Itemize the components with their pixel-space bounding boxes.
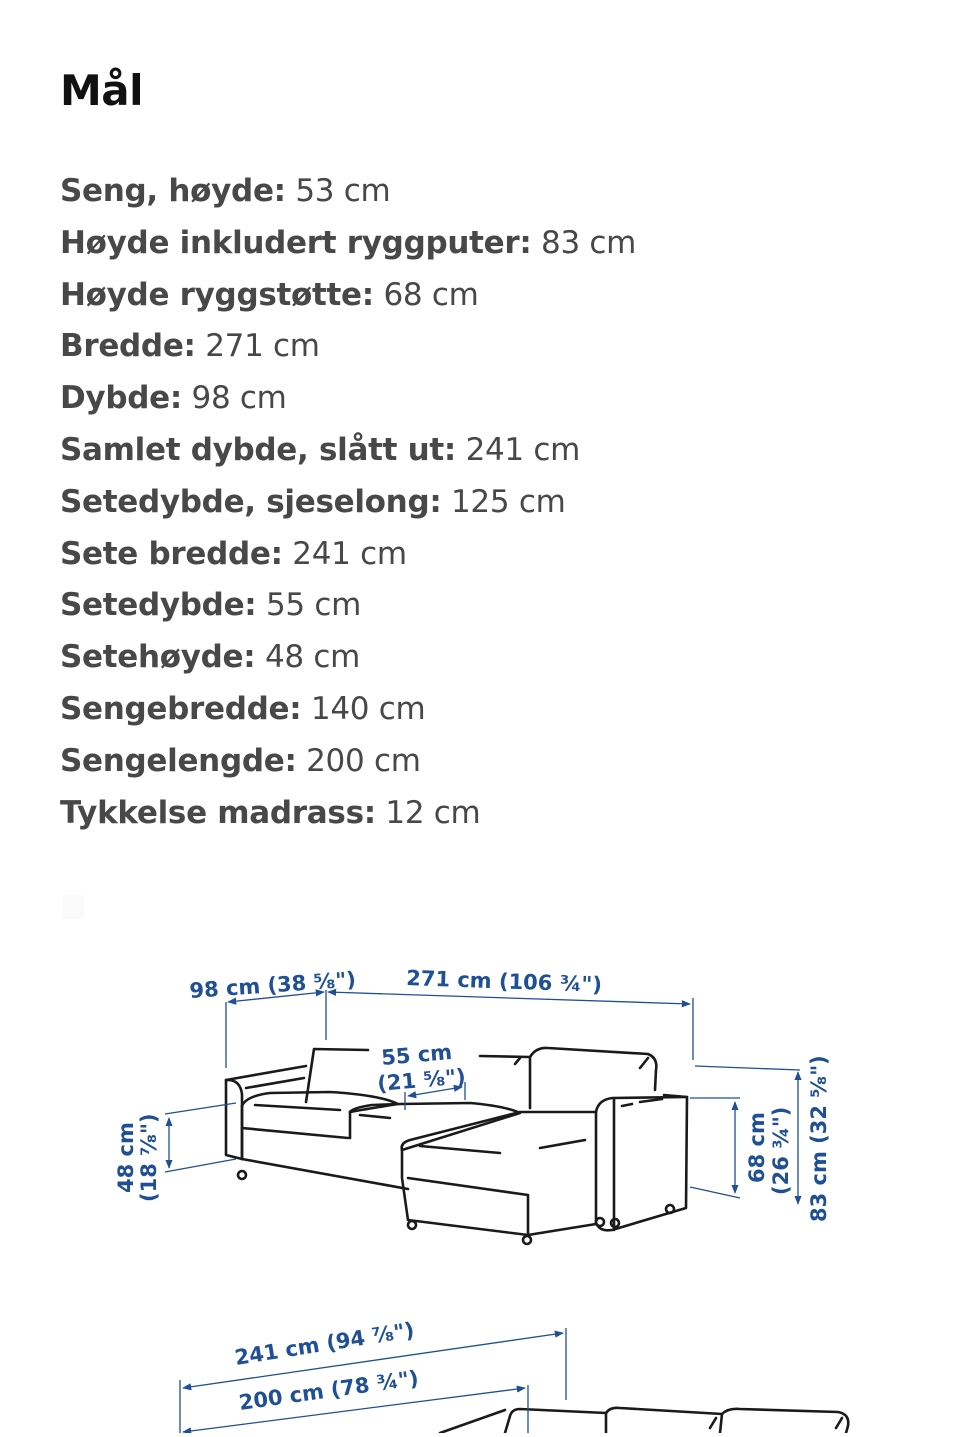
- image-placeholder: [62, 895, 84, 919]
- page-title: Mål: [60, 66, 144, 115]
- dimension-value: 125 cm: [451, 483, 566, 520]
- dimension-list: [60, 166, 636, 839]
- dimension-item: [60, 736, 636, 788]
- dimension-item: [60, 529, 636, 581]
- dimension-lines: [165, 990, 800, 1204]
- dimension-value: 200 cm: [306, 742, 421, 779]
- seat-height-cm-label: 48 cm: [114, 1122, 138, 1193]
- depth-label: 98 cm (38 ⁵⁄₈"): [188, 967, 357, 1003]
- sofa-diagram-illustration: [0, 940, 960, 1433]
- dimension-value: 68 cm: [383, 276, 479, 313]
- total-depth-unfolded-label: 241 cm (94 ⁷⁄₈"): [233, 1317, 416, 1370]
- dimension-label: Bredde:: [60, 328, 196, 365]
- dimension-label: Setedybde, sjeselong:: [60, 483, 442, 520]
- dimension-item: [60, 632, 636, 684]
- close-icon: [868, 0, 912, 16]
- back-height-in-label: (26 ¾"): [769, 1106, 793, 1195]
- dimension-label: Tykkelse madrass:: [60, 794, 376, 831]
- dimension-label: Samlet dybde, slått ut:: [60, 431, 456, 468]
- width-label: 271 cm (106 ¾"): [405, 966, 603, 997]
- dimension-labels: [114, 966, 831, 1222]
- dimension-label: Sengebredde:: [60, 690, 302, 727]
- dimension-label: Seng, høyde:: [60, 173, 286, 209]
- dimension-value: 241 cm: [292, 535, 407, 572]
- dimension-value: 48 cm: [264, 639, 360, 676]
- dimension-value: 98 cm: [191, 380, 287, 417]
- dimension-value: 53 cm: [295, 173, 391, 209]
- dimension-item: [60, 218, 636, 270]
- dimension-value: 55 cm: [265, 587, 362, 624]
- unfolded-bed-drawing: [440, 1408, 848, 1433]
- dimension-item: [60, 684, 636, 736]
- back-height-cm-label: 68 cm: [745, 1112, 769, 1183]
- dimension-value: 271 cm: [205, 328, 320, 365]
- dimension-label: Setedybde:: [60, 587, 257, 624]
- dimension-diagram: [0, 940, 960, 1433]
- dimension-value: 12 cm: [385, 794, 481, 831]
- dimension-value: 83 cm: [541, 224, 637, 261]
- dimension-item: [60, 166, 636, 218]
- seat-depth-in-label: (21 ⁵⁄₈"): [376, 1064, 467, 1096]
- total-height-label: 83 cm (32 ⁵⁄₈"): [807, 1055, 831, 1222]
- dimension-label: Sete bredde:: [60, 535, 283, 572]
- dimension-label: Setehøyde:: [60, 639, 256, 676]
- seat-depth-cm-label: 55 cm: [380, 1039, 454, 1070]
- dimension-item: [60, 321, 636, 373]
- dimension-label: Høyde ryggstøtte:: [60, 276, 374, 313]
- bed-length-label: 200 cm (78 ¾"): [237, 1365, 421, 1415]
- dimension-value: 140 cm: [310, 690, 426, 727]
- unfolded-dimension-labels: [233, 1318, 420, 1415]
- dimension-label: Høyde inkludert ryggputer:: [60, 224, 532, 261]
- dimension-item: [60, 270, 636, 322]
- dimension-item: [60, 580, 636, 632]
- close-button[interactable]: [868, 0, 912, 16]
- dimension-value: 241 cm: [465, 431, 581, 468]
- seat-height-in-label: (18 ⁷⁄₈"): [137, 1113, 161, 1202]
- dimension-label: Dybde:: [60, 380, 182, 417]
- dimension-label: Sengelengde:: [60, 742, 297, 779]
- dimension-item: [60, 425, 636, 477]
- dimension-item: [60, 477, 636, 529]
- dimension-item: [60, 788, 636, 840]
- dimension-item: [60, 373, 636, 425]
